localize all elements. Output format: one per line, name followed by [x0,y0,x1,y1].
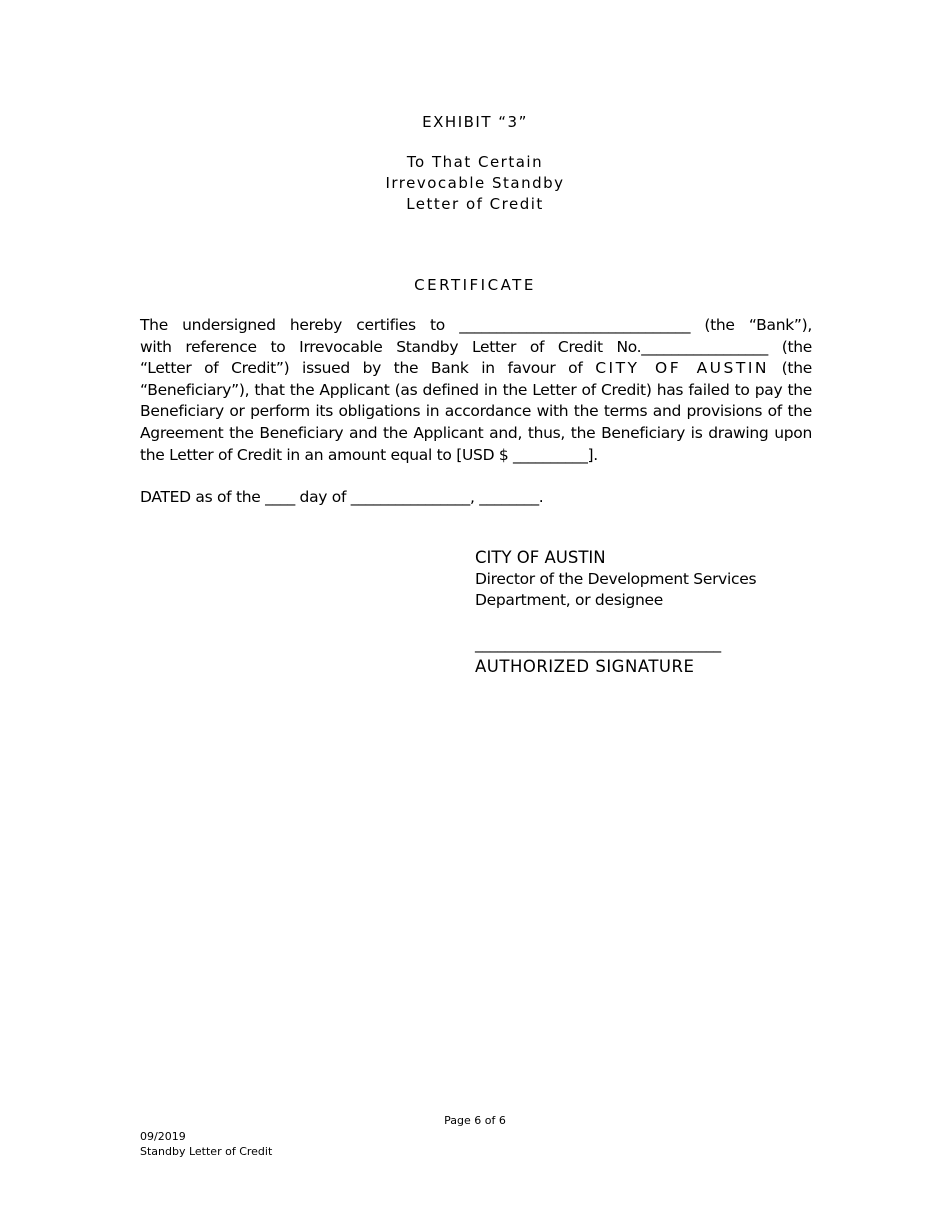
signature-label: AUTHORIZED SIGNATURE [475,656,695,676]
subtitle-line: Irrevocable Standby [385,174,565,192]
signature-line: _________________________________ [475,635,721,653]
footer-doc-name: Standby Letter of Credit [140,1145,273,1158]
signatory-block [475,547,805,612]
certificate-heading [0,275,950,296]
paragraph-text: . [593,445,598,464]
paragraph-line: “Beneficiary”), that the Applicant (as defined in the Letter of Credit) has failed to pay the [140,380,812,399]
signatory-title: Director of the Development Services [475,569,757,588]
paragraph-text: “Letter of Credit”) issued by the Bank in favour of [140,359,583,378]
dated-line [140,487,812,509]
exhibit-subtitle [0,152,950,215]
paragraph-line [140,358,812,380]
certificate-heading-text: CERTIFICATE [414,276,536,294]
beneficiary-name: CITY OF AUSTIN [595,359,769,378]
subtitle-line: Letter of Credit [406,195,544,213]
signature-area [475,634,805,677]
paragraph-line: The undersigned hereby certifies to _______________________________ (the “Bank”), [140,316,812,334]
page-footer [140,1129,272,1159]
signatory-entity: CITY OF AUSTIN [475,548,606,567]
certificate-paragraph [140,315,812,466]
dated-text: DATED as of the ____ day of ________________, ________. [140,488,544,506]
subtitle-line: To That Certain [406,153,544,171]
exhibit-label: EXHIBIT “3” [422,113,528,131]
paragraph-text: the Letter of Credit in an amount equal to [140,445,452,464]
page-number: Page 6 of 6 [444,1114,506,1127]
paragraph-line: Agreement the Beneficiary and the Applicant and, thus, the Beneficiary is drawing upon [140,423,812,442]
paragraph-text: (the [781,359,812,378]
paragraph-line: Beneficiary or perform its obligations in accordance with the terms and provisions of the [140,402,812,421]
exhibit-title [0,112,950,133]
paragraph-line [140,445,812,467]
amount-field: [USD $ __________] [456,445,594,464]
signatory-title: Department, or designee [475,591,664,610]
paragraph-line: with reference to Irrevocable Standby Letter of Credit No._________________ (the [140,337,812,356]
footer-date: 09/2019 [140,1130,186,1143]
